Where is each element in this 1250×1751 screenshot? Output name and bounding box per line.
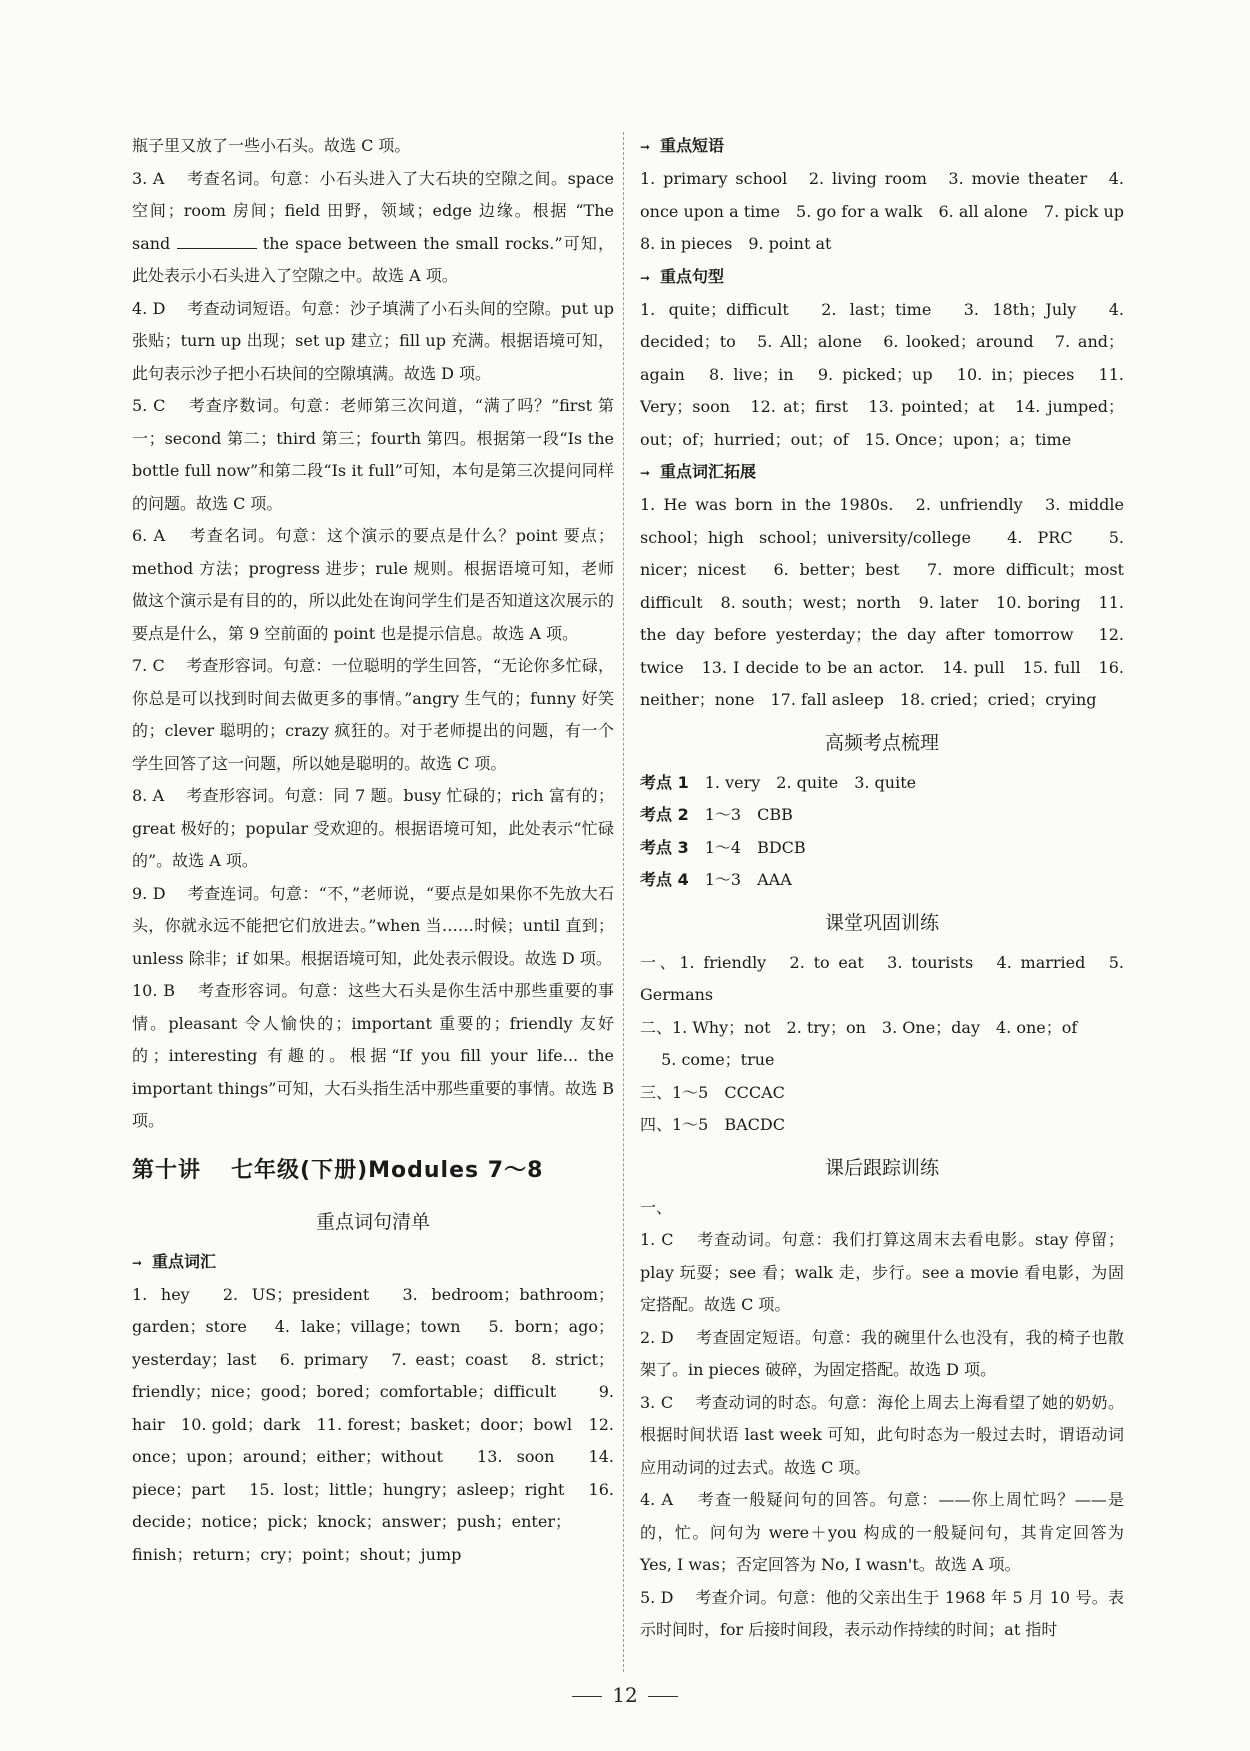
sentence-text: 1. quite；difficult 2. last；time 3. 18th；July 4. decided；to 5. All；alone 6. looked；around 7. and；again 8. live；in 9. picked；up 10. in；pieces 11. Very；soon 12. at；first 13. pointed；at 14. jumped；out；of；hurried；out；of 15. Once；upon；a；time	[640, 299, 1124, 449]
vocab-text: 1. hey 2. US；president 3. bedroom；bathroom；garden；store 4. lake；village；town 5. born；ago；yesterday；last 6. primary 7. east；coast 8. strict；friendly；nice；good；bored；comfortable；difficult 9. hair 10. gold；dark 11. forest；basket；door；bowl 12. once；upon；around；either；without 13. soon 14. piece；part 15. lost；little；hungry；asleep；right 16. decide；notice；pick；knock；answer；push；enter；finish；return；cry；point；shout；jump	[132, 1284, 614, 1564]
dash-right	[648, 1696, 678, 1697]
freq-label: 考点 3	[640, 837, 689, 857]
list-title: 重点词句清单	[315, 1210, 430, 1233]
class-line: 三、1～5 CCCAC	[640, 1082, 785, 1102]
class-line: 二、1. Why；not 2. try；on 3. One；day 4. one；of	[640, 1017, 1078, 1037]
arrow-icon: ➞	[640, 466, 651, 480]
sand-quote-end: the space between the small rocks.”可知，此处表示小石头进入了空隙之中。故选 A 项。	[132, 233, 614, 285]
column-divider	[623, 132, 624, 1672]
expand-text: 1. He was born in the 1980s. 2. unfriendly 3. middle school；high school；university/college 4. PRC 5. nicer；nicest 6. better；best 7. more difficult；most difficult 8. south；west；north 9. later 10. boring 11. the day before yesterday；the day after tomorrow 12. twice 13. I decide to be an actor. 14. pull 15. full 16. neither；none 17. fall asleep 18. cried；cried；crying	[640, 495, 1124, 709]
freq-row	[640, 832, 1124, 865]
freq-value: 1～4 BDCB	[704, 837, 806, 857]
after-line: 一、	[640, 1197, 673, 1217]
freq-row	[640, 799, 1124, 832]
class-line: 5. come；true	[640, 1050, 775, 1069]
after-title: 课后跟踪训练	[824, 1156, 939, 1179]
lecture-title	[132, 1146, 614, 1196]
answer-3-text: 3. A 考查名词。句意：小石头进入了大石块的空隙之间。space 空间；room 房间；field 田野，领域；edge 边缘。根据	[132, 168, 614, 220]
class-line: 一、1. friendly 2. to eat 3. tourists 4. married 5. Germans	[640, 952, 1124, 1004]
freq-value: 1. very 2. quite 3. quite	[704, 772, 917, 792]
answer-6: 6. A 考查名词。句意：这个演示的要点是什么？point 要点；method 方法；progress 进步；rule 规则。根据语境可知，老师做这个演示是有目的的，所以此处在询问学生们是否知道这次展示的要点是什么，第 9 空前面的 point 也是提示信息。故选 A 项。	[132, 526, 614, 643]
freq-value: 1～3 CBB	[704, 805, 793, 824]
freq-row	[640, 864, 1124, 897]
freq-label: 考点 4	[640, 870, 689, 889]
after-line: 3. C 考查动词的时态。句意：海伦上周去上海看望了她的奶奶。根据时间状语 last week 可知，此句时态为一般过去时，谓语动词应用动词的过去式。故选 C 项。	[640, 1392, 1124, 1477]
after-line: 1. C 考查动词。句意：我们打算这周末去看电影。stay 停留；play 玩耍；see 看；walk 走，步行。see a movie 看电影，为固定搭配。故选 C 项。	[640, 1230, 1124, 1314]
answer-3	[132, 163, 614, 293]
freq-value: 1～3 AAA	[704, 870, 792, 889]
sentence-heading	[640, 261, 1124, 294]
phrase-text: 1. primary school 2. living room 3. movie theater 4. once upon a time 5. go for a walk 6. all alone 7. pick up 8. in pieces 9. point at	[640, 169, 1141, 253]
dash-left	[572, 1696, 602, 1697]
page-number	[0, 1683, 1250, 1707]
answer-9: 9. D 考查连词。句意：“不，”老师说，“要点是如果你不先放大石头，你就永远不能把它们放进去。”when 当……时候；until 直到；unless 除非；if 如果。根据语境可知，此处表示假设。故选 D 项。	[132, 883, 614, 968]
vocab-heading	[132, 1246, 614, 1279]
page-number-text: 12	[612, 1683, 638, 1707]
answer-line: 瓶子里又放了一些小石头。故选 C 项。	[132, 136, 411, 155]
after-line: 2. D 考查固定短语。句意：我的碗里什么也没有，我的椅子也散架了。in pieces 破碎，为固定搭配。故选 D 项。	[640, 1327, 1124, 1379]
phrase-heading-text: 重点短语	[660, 136, 725, 155]
arrow-icon: ➞	[640, 270, 651, 285]
freq-row	[640, 767, 1124, 800]
phrase-heading	[640, 130, 1124, 163]
freq-label: 考点 1	[640, 772, 689, 792]
lecture-number: 第十讲	[132, 1157, 202, 1183]
sentence-heading-text: 重点句型	[660, 266, 725, 286]
lecture-name: 七年级(下册)Modules 7～8	[231, 1157, 544, 1183]
freq-label: 考点 2	[640, 805, 689, 824]
arrow-icon: ➞	[132, 1255, 143, 1270]
answer-5: 5. C 考查序数词。句意：老师第三次问道，“满了吗？”first 第一；second 第二；third 第三；fourth 第四。根据第一段“Is the bottle full now”和第二段“Is it full”可知，本句是第三次提问同样的问题。故选 C 项。	[132, 396, 614, 513]
expand-heading	[640, 456, 1124, 489]
answer-7: 7. C 考查形容词。句意：一位聪明的学生回答，“无论你多忙碌，你总是可以找到时间去做更多的事情。”angry 生气的；funny 好笑的；clever 聪明的；crazy 疯狂的。对于老师提出的问题，有一个学生回答了这一问题，所以她是聪明的。故选 C 项。	[132, 656, 614, 773]
sand-quote-start: “The sand	[132, 201, 614, 253]
class-line: 四、1～5 BACDC	[640, 1115, 785, 1134]
after-line: 5. D 考查介词。句意：他的父亲出生于 1968 年 5 月 10 号。表示时间时，for 后接时间段，表示动作持续的时间；at 指时	[640, 1587, 1124, 1639]
freq-title: 高频考点梳理	[824, 731, 939, 754]
vocab-heading-text: 重点词汇	[152, 1251, 217, 1271]
left-column	[132, 130, 614, 1571]
class-title: 课堂巩固训练	[824, 911, 939, 934]
after-line: 4. A 考查一般疑问句的回答。句意：——你上周忙吗？——是的，忙。问句为 were＋you 构成的一般疑问句，其肯定回答为 Yes, I was；否定回答为 No, I wasn't。故选 A 项。	[640, 1490, 1124, 1574]
expand-heading-text: 重点词汇拓展	[660, 462, 757, 481]
answer-10: 10. B 考查形容词。句意：这些大石头是你生活中那些重要的事情。pleasant 令人愉快的；important 重要的；friendly 友好的；interesting 有趣的。根据“If you fill your life... the important things”可知，大石头指生活中那些重要的事情。故选 B 项。	[132, 981, 614, 1130]
arrow-icon: ➞	[640, 140, 651, 154]
right-column	[640, 130, 1141, 1647]
answer-8: 8. A 考查形容词。句意：同 7 题。busy 忙碌的；rich 富有的；great 极好的；popular 受欢迎的。根据语境可知，此处表示“忙碌的”。故选 A 项。	[132, 786, 614, 870]
fill-blank	[177, 234, 257, 249]
answer-4: 4. D 考查动词短语。句意：沙子填满了小石头间的空隙。put up 张贴；turn up 出现；set up 建立；fill up 充满。根据语境可知，此句表示沙子把小石块间的空隙填满。故选 D 项。	[132, 298, 614, 383]
